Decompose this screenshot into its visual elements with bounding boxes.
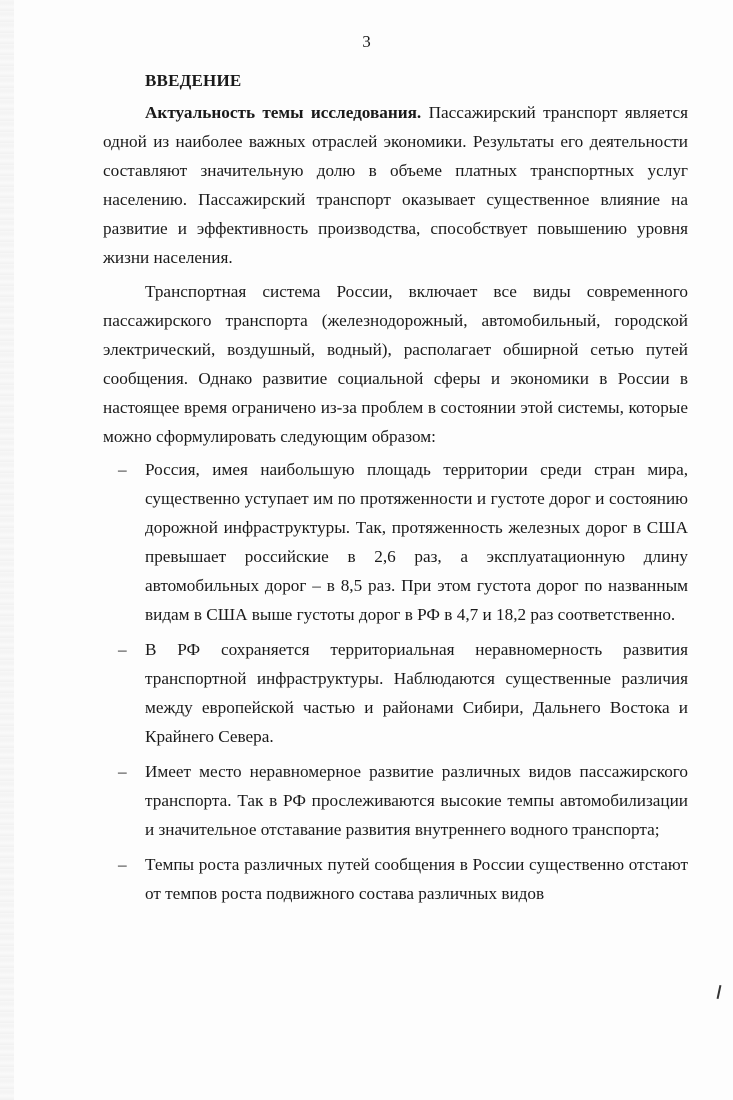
list-item — [103, 455, 688, 629]
dash-bullet: – — [118, 762, 127, 781]
list-item-text: В РФ сохраняется территориальная неравномерность развития транспортной инфраструктуры. Наблюдаются существенные различия между европейской частью и районами Сибири, Дальнего Востока и Крайнего Севера. — [145, 640, 688, 746]
stray-pen-mark — [717, 985, 722, 999]
list-item — [103, 635, 688, 751]
list-item-text: Имеет место неравномерное развитие различных видов пассажирского транспорта. Так в РФ прослеживаются высокие темпы автомобилизации и значительное отставание развития внутреннего водного транспорта; — [145, 762, 688, 839]
list-item-text: Россия, имея наибольшую площадь территории среди стран мира, существенно уступает им по протяженности и густоте дорог и состоянию дорожной инфраструктуры. Так, протяженность железных дорог в США превышает российские в 2,6 раз, а эксплуатационную длину автомобильных дорог – в 8,5 раз. При этом густота дорог по названным видам в США выше густоты дорог в РФ в 4,7 и 18,2 раз соответственно. — [145, 460, 688, 624]
page-number: 3 — [362, 32, 371, 51]
list-item — [103, 850, 688, 908]
dash-bullet: – — [118, 460, 127, 479]
section-heading: ВВЕДЕНИЕ — [145, 71, 242, 90]
dash-bullet: – — [118, 640, 127, 659]
relevance-text: Пассажирский транспорт является одной из наиболее важных отраслей экономики. Результаты его деятельности составляют значительную долю в объеме платных транспортных услуг населению. Пассажирский транспорт оказывает существенное влияние на развитие и эффективность производства, способствует повышению уровня жизни населения. — [103, 103, 688, 267]
problems-list — [103, 455, 688, 908]
dash-bullet: – — [118, 855, 127, 874]
paragraph-transport-system: Транспортная система России, включает все виды современного пассажирского транспорта (железнодорожный, автомобильный, городской электрический, воздушный, водный), располагает обширной сетью путей сообщения. Однако развитие социальной сферы и экономики в России в настоящее время ограничено из-за проблем в состоянии этой системы, которые можно сформулировать следующим образом: — [103, 282, 688, 446]
scan-edge-shadow — [0, 0, 14, 1100]
paragraph-relevance — [103, 98, 688, 272]
list-item — [103, 757, 688, 844]
relevance-lead: Актуальность темы исследования. — [145, 103, 422, 122]
list-item-text: Темпы роста различных путей сообщения в России существенно отстают от темпов роста подвижного состава различных видов — [145, 855, 688, 903]
page-content — [103, 66, 688, 914]
